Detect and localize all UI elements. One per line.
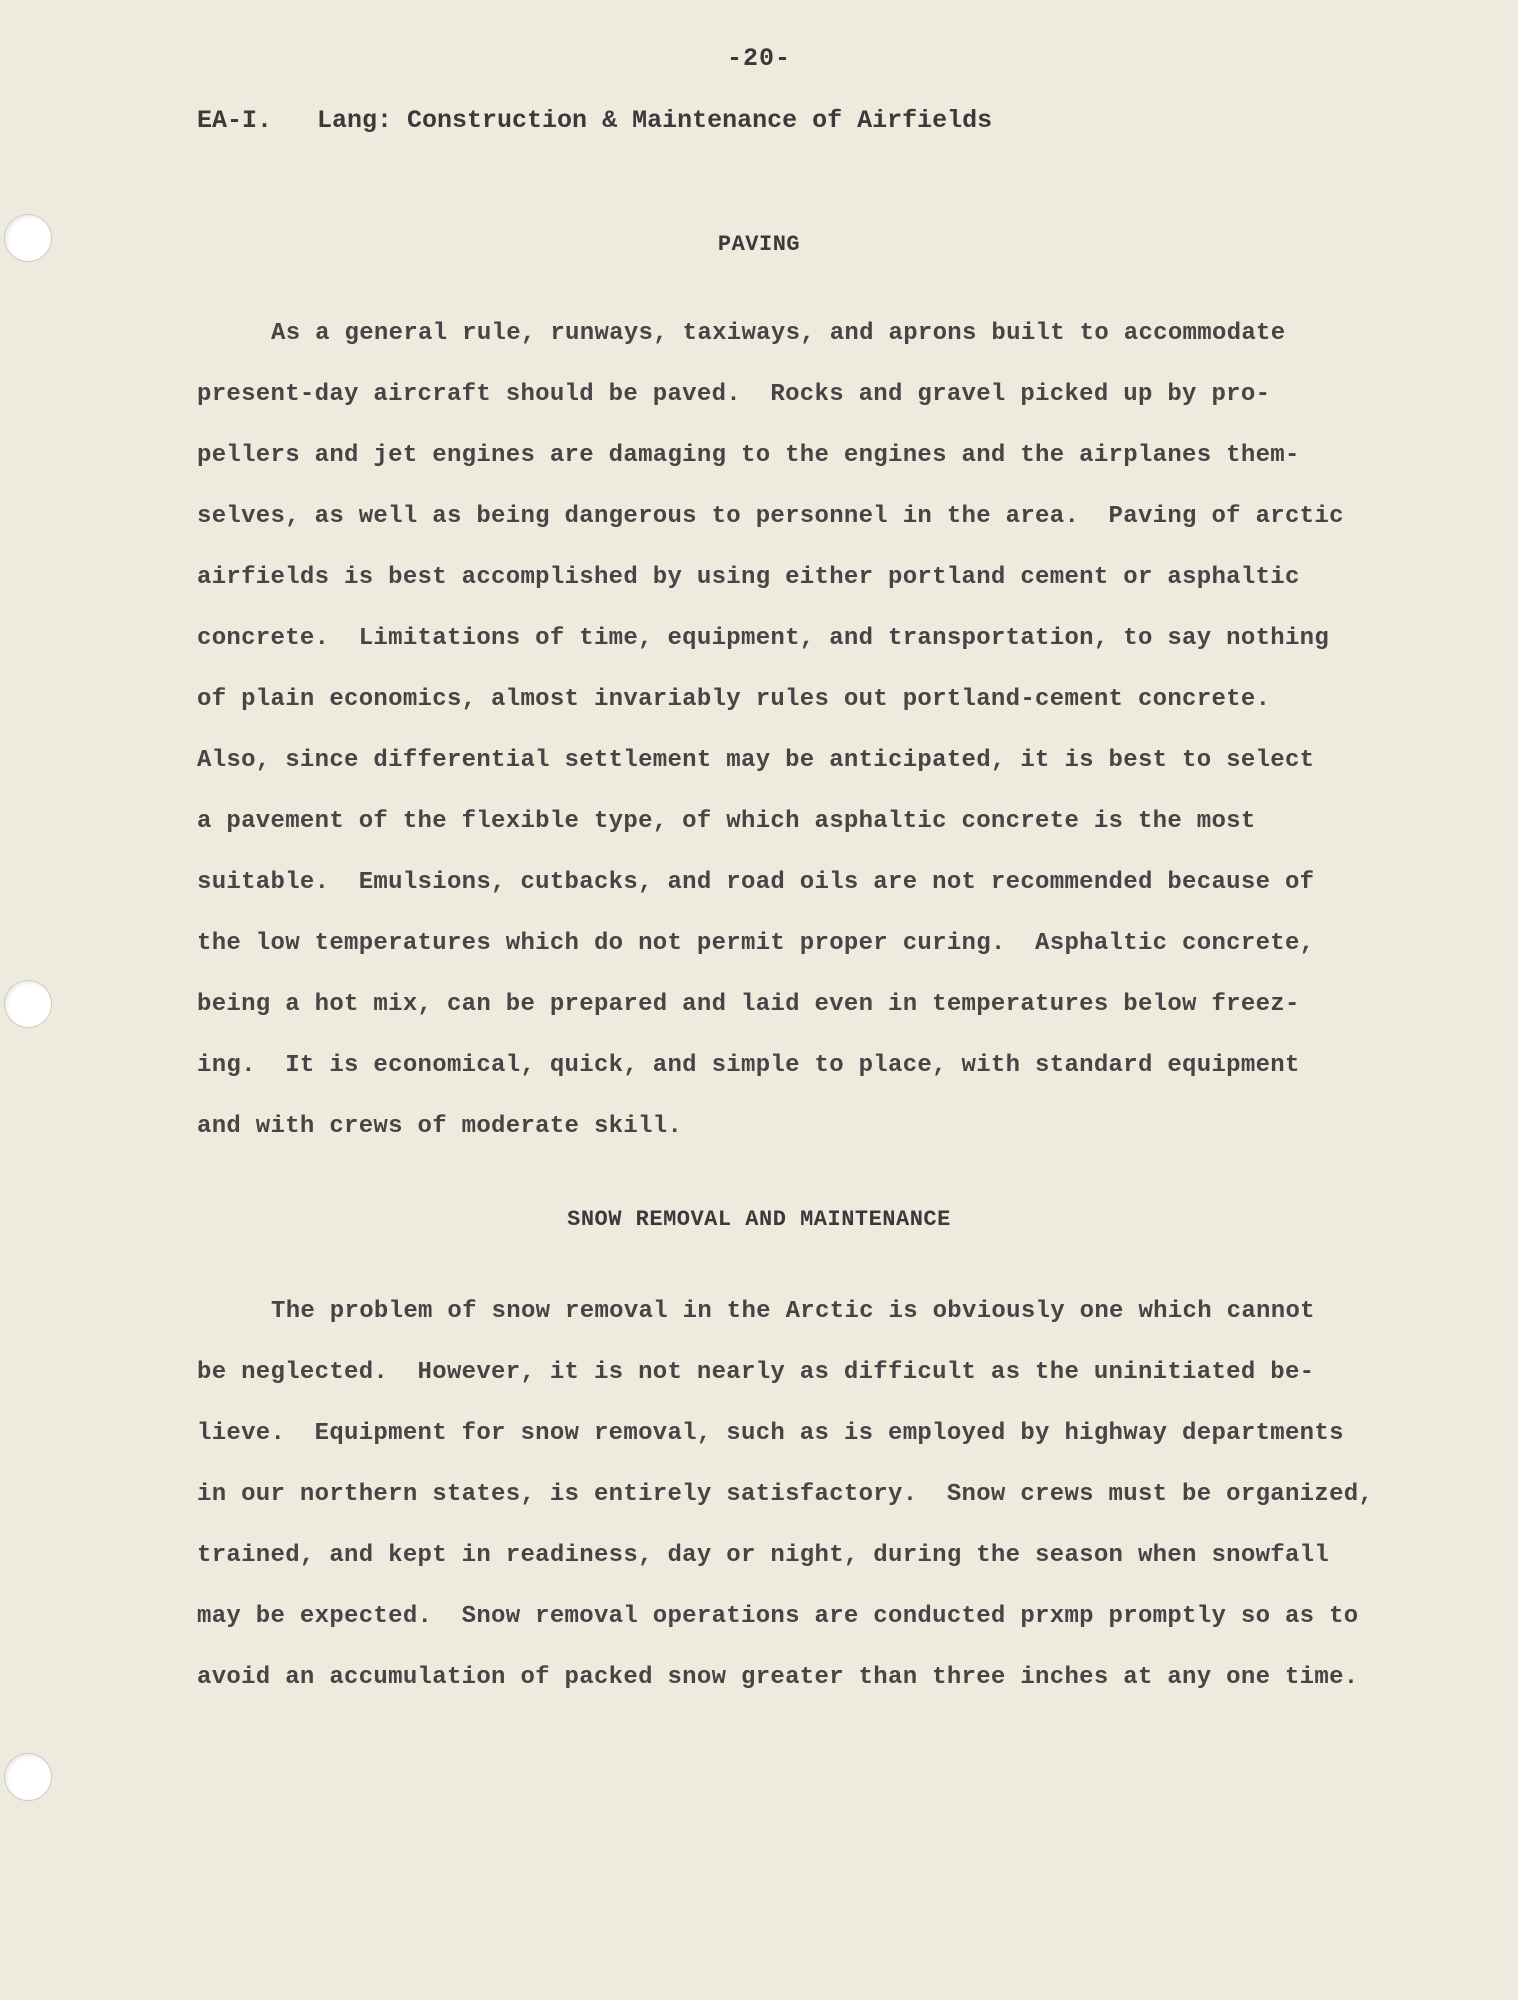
- text-line: be neglected. However, it is not nearly as difficult as the uninitiated be-: [197, 1359, 1315, 1386]
- text-line: and with crews of moderate skill.: [197, 1113, 683, 1140]
- text-line: Also, since differential settlement may be anticipated, it is best to select: [197, 747, 1315, 774]
- section-heading-snow-removal: SNOW REMOVAL AND MAINTENANCE: [567, 1207, 951, 1232]
- punch-hole: [4, 1753, 52, 1801]
- text-line: in our northern states, is entirely satisfactory. Snow crews must be organized,: [197, 1481, 1374, 1508]
- text-line: As a general rule, runways, taxiways, and aprons built to accommodate: [271, 320, 1286, 347]
- punch-hole: [4, 980, 52, 1028]
- text-line: concrete. Limitations of time, equipment, and transportation, to say nothing: [197, 625, 1330, 652]
- text-line: may be expected. Snow removal operations are conducted prxmp promptly so as to: [197, 1603, 1359, 1630]
- text-line: avoid an accumulation of packed snow greater than three inches at any one time.: [197, 1664, 1359, 1691]
- page-number: -20-: [726, 44, 791, 73]
- text-line: lieve. Equipment for snow removal, such as is employed by highway departments: [197, 1420, 1344, 1447]
- text-line: trained, and kept in readiness, day or night, during the season when snowfall: [197, 1542, 1330, 1569]
- text-line: pellers and jet engines are damaging to the engines and the airplanes them-: [197, 442, 1300, 469]
- text-line: The problem of snow removal in the Arctic is obviously one which cannot: [271, 1298, 1315, 1325]
- document-header: EA-I. Lang: Construction & Maintenance of Airfields: [197, 106, 993, 135]
- text-line: airfields is best accomplished by using either portland cement or asphaltic: [197, 564, 1300, 591]
- text-line: being a hot mix, can be prepared and laid even in temperatures below freez-: [197, 991, 1300, 1018]
- section-heading-paving: PAVING: [717, 232, 801, 257]
- text-line: of plain economics, almost invariably rules out portland-cement concrete.: [197, 686, 1271, 713]
- text-line: selves, as well as being dangerous to personnel in the area. Paving of arctic: [197, 503, 1344, 530]
- text-line: present-day aircraft should be paved. Rocks and gravel picked up by pro-: [197, 381, 1271, 408]
- paragraph-snow-removal: [197, 1281, 1373, 1708]
- text-line: suitable. Emulsions, cutbacks, and road oils are not recommended because of: [197, 869, 1315, 896]
- text-line: a pavement of the flexible type, of which asphaltic concrete is the most: [197, 808, 1256, 835]
- text-line: ing. It is economical, quick, and simple to place, with standard equipment: [197, 1052, 1300, 1079]
- text-line: the low temperatures which do not permit proper curing. Asphaltic concrete,: [197, 930, 1315, 957]
- paragraph-paving: [197, 303, 1344, 1157]
